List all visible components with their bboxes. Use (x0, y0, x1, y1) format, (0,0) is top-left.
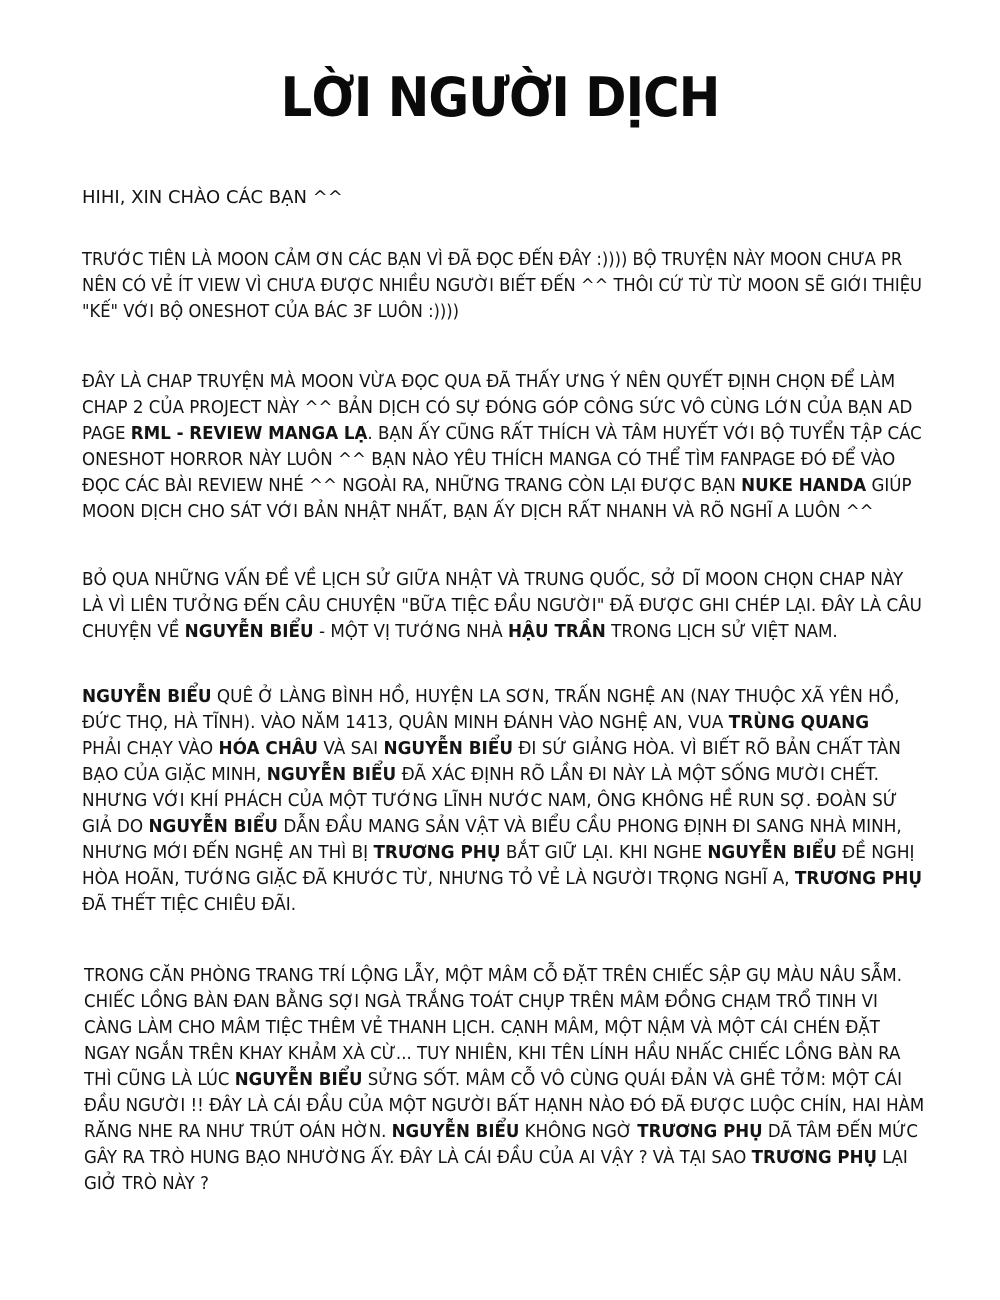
text-line (82, 369, 922, 395)
text-line (84, 963, 924, 989)
text-segment: SỬNG SỐT. MÂM CỖ VÔ CÙNG QUÁI ĐẢN VÀ GHÊ TỞM: MỘT CÁI (362, 1069, 903, 1090)
text-line (82, 710, 922, 736)
text-segment: - MỘT VỊ TƯỚNG NHÀ (313, 621, 509, 642)
bold-name: NGUYỄN BIỂU (148, 816, 278, 837)
text-line (82, 762, 922, 788)
text-line (82, 447, 922, 473)
bold-name: NGUYỄN BIỂU (234, 1069, 363, 1090)
text-segment: QUÊ Ở LÀNG BÌNH HỒ, HUYỆN LA SƠN, TRẤN NGHỆ AN (NAY THUỘC XÃ YÊN HỒ, (211, 686, 900, 707)
text-line (82, 684, 922, 710)
bold-name: NUKE HANDA (741, 475, 867, 496)
bold-name: HẬU TRẦN (508, 621, 606, 642)
bold-name: TRƯƠNG PHỤ (373, 842, 501, 863)
text-segment: ĐỌC CÁC BÀI REVIEW NHÉ ^^ NGOÀI RA, NHỮNG TRANG CÒN LẠI ĐƯỢC BẠN (82, 475, 742, 496)
text-segment: KHÔNG NGỜ (519, 1121, 638, 1142)
text-segment: HÒA HOÃN, TƯỚNG GIẶC ĐÃ KHƯỚC TỪ, NHƯNG TỎ VẺ LÀ NGƯỜI TRỌNG NGHĨ A, (82, 868, 795, 889)
text-segment: CHIẾC LỒNG BÀN ĐAN BẰNG SỢI NGÀ TRẮNG TOÁT CHỤP TRÊN MÂM ĐỒNG CHẠM TRỔ TINH VI (84, 991, 878, 1012)
text-segment: TRONG LỊCH SỬ VIỆT NAM. (605, 621, 838, 642)
bold-name: TRƯƠNG PHỤ (637, 1121, 763, 1142)
text-line (82, 185, 343, 211)
text-segment: BỎ QUA NHỮNG VẤN ĐỀ VỀ LỊCH SỬ GIỮA NHẬT VÀ TRUNG QUỐC, SỞ DĨ MOON CHỌN CHAP NÀY (82, 569, 904, 590)
text-segment: BẠO CỦA GIẶC MINH, (82, 764, 267, 785)
text-segment: TRƯỚC TIÊN LÀ MOON CẢM ƠN CÁC BẠN VÌ ĐÃ ĐỌC ĐẾN ĐÂY :)))) BỘ TRUYỆN NÀY MOON CHƯA PR (82, 249, 903, 270)
text-segment: HIHI, XIN CHÀO CÁC BẠN ^^ (82, 187, 343, 208)
bold-name: NGUYỄN BIỂU (391, 1121, 520, 1142)
text-line (82, 273, 922, 299)
text-segment: RĂNG NHE RA NHƯ TRÚT OÁN HỜN. (84, 1121, 392, 1142)
text-line (84, 1041, 924, 1067)
text-line (84, 1171, 924, 1197)
bold-name: TRƯƠNG PHỤ (751, 1147, 877, 1168)
text-segment: ĐÃ XÁC ĐỊNH RÕ LẦN ĐI NÀY LÀ MỘT SỐNG MƯỜI CHẾT. (396, 764, 880, 785)
text-segment: NHƯNG VỚI KHÍ PHÁCH CỦA MỘT TƯỚNG LĨNH NƯỚC NAM, ÔNG KHÔNG HỀ RUN SỢ. ĐOÀN SỨ (82, 790, 898, 811)
text-line (82, 892, 922, 918)
text-segment: CHAP 2 CỦA PROJECT NÀY ^^ BẢN DỊCH CÓ SỰ ĐÓNG GÓP CÔNG SỨC VÔ CÙNG LỚN CỦA BẠN AD (82, 397, 913, 418)
bold-name: NGUYỄN BIỂU (266, 764, 397, 785)
text-segment: DẪN ĐẦU MANG SẢN VẬT VÀ BIỂU CẦU PHONG ĐỊNH ĐI SANG NHÀ MINH, (277, 816, 902, 837)
text-segment: ONESHOT HORROR NÀY LUÔN ^^ BẠN NÀO YÊU THÍCH MANGA CÓ THỂ TÌM FANPAGE ĐÓ ĐỂ VÀO (82, 449, 896, 470)
text-line (84, 989, 924, 1015)
bold-name: NGUYỄN BIỂU (82, 686, 212, 707)
paragraph-thanks (82, 247, 922, 325)
bold-name: TRÙNG QUANG (728, 712, 870, 733)
text-line (82, 499, 922, 525)
text-line (82, 395, 922, 421)
text-segment: THÌ CŨNG LÀ LÚC (84, 1069, 235, 1090)
text-segment: DÃ TÂM ĐẾN MỨC (762, 1121, 918, 1142)
text-segment: GIỞ TRÒ NÀY ? (84, 1173, 209, 1194)
bold-name: NGUYỄN BIỂU (184, 621, 314, 642)
text-segment: ĐI SỨ GIẢNG HÒA. VÌ BIẾT RÕ BẢN CHẤT TÀN (513, 738, 901, 759)
text-line (82, 788, 922, 814)
text-segment: BẮT GIỮ LẠI. KHI NGHE (500, 842, 708, 863)
text-segment: ĐÂY LÀ CHAP TRUYỆN MÀ MOON VỪA ĐỌC QUA ĐÃ THẤY ƯNG Ý NÊN QUYẾT ĐỊNH CHỌN ĐỂ LÀM (82, 371, 896, 392)
text-segment: "KẾ" VỚI BỘ ONESHOT CỦA BÁC 3F LUÔN :)))) (82, 301, 460, 322)
text-segment: LÀ VÌ LIÊN TƯỞNG ĐẾN CÂU CHUYỆN "BỮA TIỆC ĐẦU NGƯỜI" ĐÃ ĐƯỢC GHI CHÉP LẠI. ĐÂY LÀ CÂU (82, 595, 922, 616)
bold-name: RML - REVIEW MANGA LẠ (130, 423, 368, 444)
text-line (82, 814, 922, 840)
text-segment: ĐỀ NGHỊ (836, 842, 915, 863)
bold-name: TRƯƠNG PHỤ (794, 868, 923, 889)
text-segment: PHẢI CHẠY VÀO (82, 738, 219, 759)
paragraph-credits (82, 369, 922, 525)
text-segment: ĐẦU NGƯỜI !! ĐÂY LÀ CÁI ĐẦU CỦA MỘT NGƯỜI BẤT HẠNH NÀO ĐÓ ĐÃ ĐƯỢC LUỘC CHÍN, HAI HÀM (84, 1095, 925, 1116)
text-segment: TRONG CĂN PHÒNG TRANG TRÍ LỘNG LẪY, MỘT MÂM CỖ ĐẶT TRÊN CHIẾC SẬP GỤ MÀU NÂU SẪM. (84, 965, 902, 986)
text-segment: VÀ SAI (317, 738, 384, 759)
text-segment: ĐỨC THỌ, HÀ TĨNH). VÀO NĂM 1413, QUÂN MINH ĐÁNH VÀO NGHỆ AN, VUA (82, 712, 729, 733)
page-title: LỜI NGƯỜI DỊCH (280, 66, 720, 129)
text-line (82, 473, 922, 499)
paragraph-history (82, 684, 922, 918)
text-line (82, 421, 922, 447)
text-line (84, 1119, 924, 1145)
text-segment: CÀNG LÀM CHO MÂM TIỆC THÊM VẺ THANH LỊCH. CẠNH MÂM, MỘT NẬM VÀ MỘT CÁI CHÉN ĐẶT (84, 1017, 880, 1038)
text-line (82, 840, 922, 866)
text-segment: MOON DỊCH CHO SÁT VỚI BẢN NHẬT NHẤT, BẠN ẤY DỊCH RẤT NHANH VÀ RÕ NGHĨ A LUÔN ^^ (82, 501, 874, 522)
bold-name: NGUYỄN BIỂU (707, 842, 837, 863)
text-line (84, 1015, 924, 1041)
bold-name: NGUYỄN BIỂU (383, 738, 514, 759)
paragraph-banquet (84, 963, 924, 1197)
text-segment: GIẢ DO (82, 816, 149, 837)
text-line (84, 1067, 924, 1093)
text-line (82, 299, 922, 325)
text-line (82, 567, 922, 593)
text-segment: NÊN CÓ VẺ ÍT VIEW VÌ CHƯA ĐƯỢC NHIỀU NGƯỜI BIẾT ĐẾN ^^ THÔI CỨ TỪ TỪ MOON SẼ GIỚI THIỆU (82, 275, 922, 296)
text-segment: ĐÃ THẾT TIỆC CHIÊU ĐÃI. (82, 894, 297, 915)
paragraph-greeting (82, 185, 343, 211)
text-line (82, 866, 922, 892)
text-segment: . BẠN ẤY CŨNG RẤT THÍCH VÀ TÂM HUYẾT VỚI BỘ TUYỂN TẬP CÁC (367, 423, 922, 444)
text-segment: GÂY RA TRÒ HUNG BẠO NHƯỜNG ẤY. ĐÂY LÀ CÁI ĐẦU CỦA AI VẬY ? VÀ TẠI SAO (84, 1147, 752, 1168)
text-line (82, 593, 922, 619)
text-line (82, 736, 922, 762)
text-segment: PAGE (82, 423, 131, 444)
text-segment: GIÚP (866, 475, 912, 496)
text-segment: NGAY NGẮN TRÊN KHAY KHẢM XÀ CỪ... TUY NHIÊN, KHI TÊN LÍNH HẦU NHẤC CHIẾC LỒNG BÀN RA (84, 1043, 901, 1064)
bold-name: HÓA CHÂU (218, 738, 318, 759)
text-segment: NHƯNG MỚI ĐẾN NGHỆ AN THÌ BỊ (82, 842, 374, 863)
text-line (82, 247, 922, 273)
text-line (84, 1145, 924, 1171)
text-line (82, 619, 922, 645)
paragraph-context (82, 567, 922, 645)
text-line (84, 1093, 924, 1119)
text-segment: CHUYỆN VỀ (82, 621, 185, 642)
text-segment: LẠI (876, 1147, 908, 1168)
